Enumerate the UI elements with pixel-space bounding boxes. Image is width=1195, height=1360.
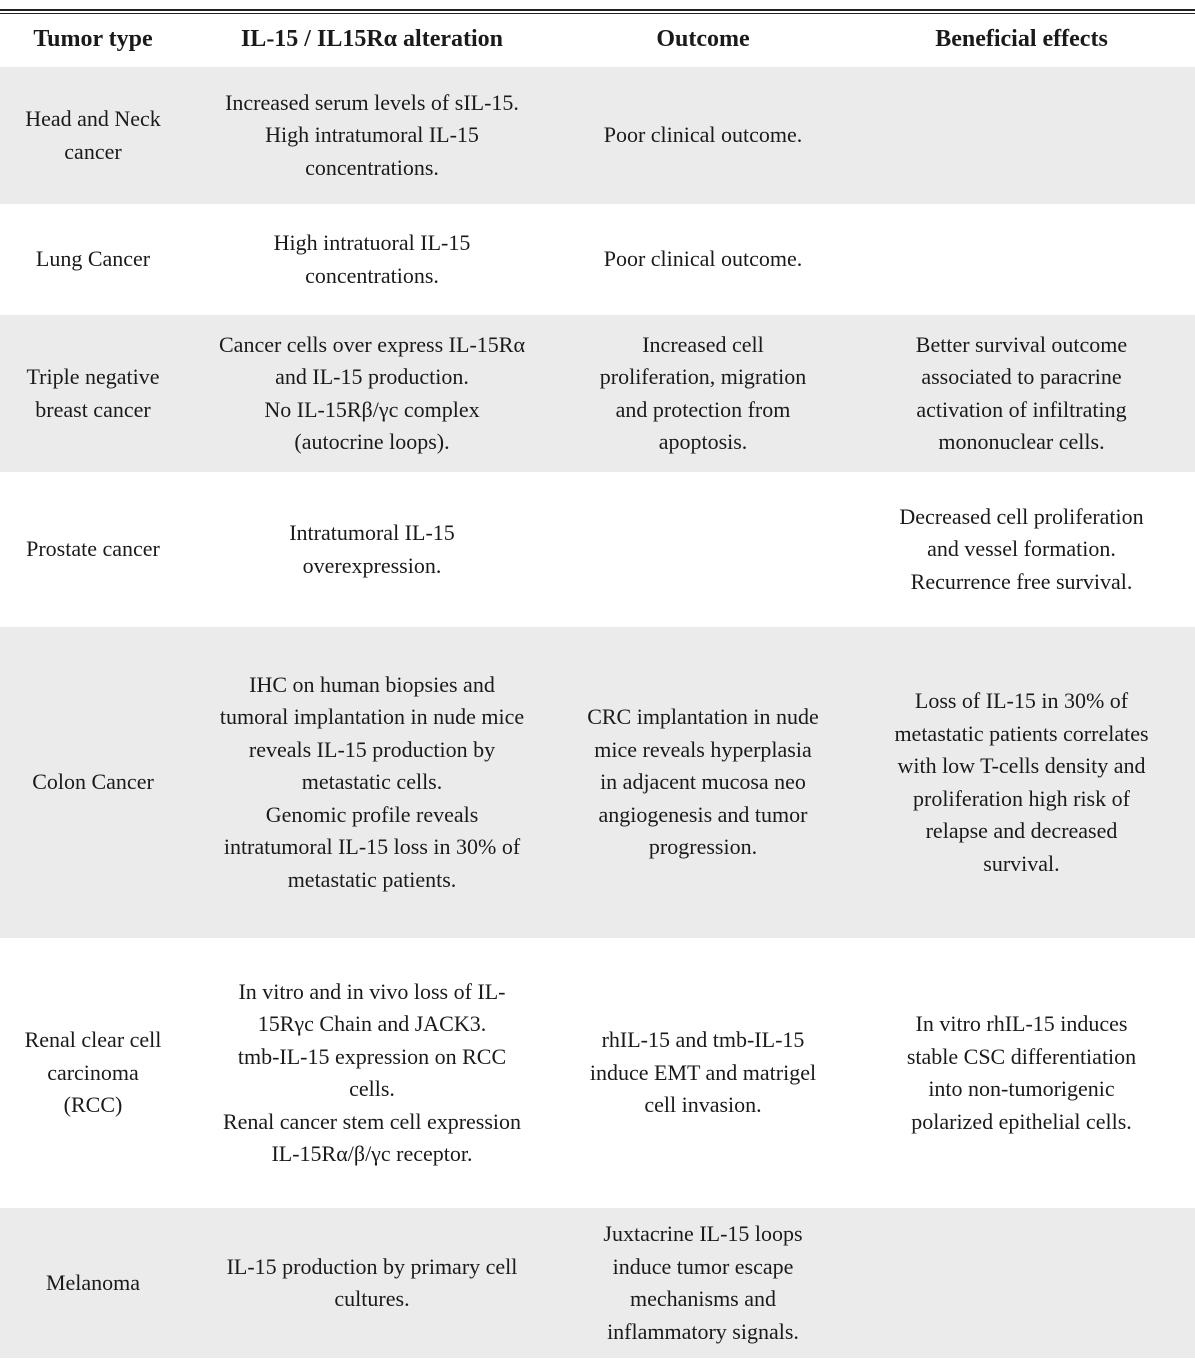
cell-outcome (558, 204, 848, 315)
cell-text-line: metastatic patients. (287, 866, 457, 892)
cell-outcome (558, 938, 848, 1208)
cell-text-line: tumoral implantation in nude mice (219, 704, 525, 730)
cell-text-line: inflammatory signals. (607, 1318, 799, 1344)
cell-tumor-type (0, 472, 186, 627)
top-rule (0, 9, 1195, 11)
table-row (0, 938, 1195, 1208)
cell-text-line: concentrations. (305, 262, 439, 288)
header-alteration: IL-15 / IL15Rα alteration (240, 26, 504, 52)
table-row (0, 315, 1195, 472)
cell-text-line: IL-15Rα/β/γc receptor. (271, 1141, 473, 1166)
cell-text-line: Increased serum levels of sIL-15. (225, 89, 519, 115)
cell-text-line: and vessel formation. (927, 536, 1116, 562)
cell-text-line: mechanisms and (629, 1286, 777, 1311)
cell-text-line: Better survival outcome (915, 331, 1128, 357)
cell-outcome (558, 627, 848, 938)
cell-text-line: Poor clinical outcome. (603, 246, 803, 272)
header-tumor-type: Tumor type (33, 26, 153, 52)
cell-text-line: Poor clinical outcome. (603, 122, 803, 148)
cell-outcome (558, 1208, 848, 1358)
cell-tumor-type (0, 627, 186, 938)
cell-text-line: and IL-15 production. (275, 364, 469, 389)
cell-text-line: Prostate cancer (26, 536, 160, 562)
cell-text-line: Lung Cancer (35, 246, 151, 272)
cell-text-line: overexpression. (302, 552, 442, 578)
cell-text-line: proliferation, migration (599, 364, 807, 389)
cell-text-line: Cancer cells over express IL-15Rα (219, 331, 525, 357)
cell-alteration (186, 67, 558, 204)
cell-beneficial-effects (848, 627, 1195, 938)
cell-text-line: breast cancer (35, 396, 151, 422)
cell-text-line: Head and Neck (25, 106, 161, 131)
cell-text-line: (autocrine loops). (294, 429, 450, 454)
cell-tumor-type (0, 1208, 186, 1358)
cell-text-line: 15Rγc Chain and JACK3. (257, 1011, 487, 1036)
cell-alteration (186, 315, 558, 472)
cell-alteration (186, 204, 558, 315)
cell-tumor-type (0, 67, 186, 204)
cell-outcome (558, 472, 848, 627)
cell-text-line: cell invasion. (644, 1092, 762, 1118)
cell-text-line: mice reveals hyperplasia (594, 736, 812, 762)
cell-text-line: tmb-IL-15 expression on RCC (237, 1043, 507, 1069)
cell-text-line: No IL-15Rβ/γc complex (264, 396, 480, 422)
cell-text-line: progression. (648, 834, 758, 860)
cell-alteration (186, 627, 558, 938)
cell-text-line: cultures. (334, 1286, 410, 1311)
cell-text-line: associated to paracrine (921, 364, 1122, 389)
header-beneficial-effects: Beneficial effects (935, 26, 1108, 52)
cell-text-line: Recurrence free survival. (910, 568, 1133, 594)
cell-text-line: Genomic profile reveals (265, 801, 479, 827)
cell-text-line: polarized epithelial cells. (911, 1108, 1132, 1134)
cell-text-line: angiogenesis and tumor (598, 801, 808, 827)
table-row (0, 472, 1195, 627)
cell-text-line: High intratumoral IL-15 (265, 122, 479, 148)
cell-text-line: carcinoma (47, 1059, 139, 1085)
cell-outcome (558, 67, 848, 204)
cell-beneficial-effects (848, 1208, 1195, 1358)
cell-text-line: and protection from (615, 396, 791, 422)
cell-text-line: rhIL-15 and tmb-IL-15 (601, 1027, 805, 1053)
cell-text-line: Renal cancer stem cell expression (222, 1108, 522, 1134)
table-row (0, 204, 1195, 315)
cell-beneficial-effects (848, 472, 1195, 627)
cell-text-line: induce tumor escape (612, 1253, 794, 1279)
cell-text-line: metastatic patients correlates (894, 720, 1149, 746)
cell-text-line: survival. (983, 850, 1060, 876)
cell-tumor-type (0, 315, 186, 472)
cell-alteration (186, 1208, 558, 1358)
cell-text-line: In vitro and in vivo loss of IL- (238, 978, 506, 1004)
cell-text-line: proliferation high risk of (913, 785, 1130, 811)
cell-text-line: concentrations. (305, 154, 439, 180)
cell-text-line: metastatic cells. (301, 769, 443, 795)
table-row (0, 67, 1195, 204)
cell-text-line: with low T-cells density and (897, 753, 1146, 778)
cell-text-line: Renal clear cell (24, 1027, 162, 1053)
cell-text-line: Melanoma (45, 1269, 141, 1295)
cell-text-line: IL-15 production by primary cell (226, 1253, 518, 1279)
cell-text-line: IHC on human biopsies and (249, 671, 495, 697)
table-row (0, 627, 1195, 938)
cell-text-line: induce EMT and matrigel (589, 1059, 817, 1085)
cell-text-line: (RCC) (63, 1092, 123, 1118)
cell-beneficial-effects (848, 938, 1195, 1208)
cell-text-line: mononuclear cells. (938, 429, 1105, 454)
cell-text-line: Colon Cancer (32, 769, 154, 795)
cell-text-line: intratumoral IL-15 loss in 30% of (223, 834, 521, 860)
cell-text-line: In vitro rhIL-15 induces (915, 1011, 1128, 1036)
header-outcome: Outcome (656, 26, 750, 52)
cell-text-line: Increased cell (642, 331, 764, 357)
cell-text-line: Juxtacrine IL-15 loops (603, 1221, 803, 1246)
cell-beneficial-effects (848, 315, 1195, 472)
cell-text-line: High intratuoral IL-15 (273, 230, 471, 255)
header-row (0, 12, 1195, 67)
cell-text-line: CRC implantation in nude (587, 704, 819, 730)
cell-text-line: in adjacent mucosa neo (600, 769, 806, 795)
cell-tumor-type (0, 204, 186, 315)
cell-alteration (186, 938, 558, 1208)
cell-beneficial-effects (848, 67, 1195, 204)
tumor-table (0, 12, 1195, 1358)
cell-beneficial-effects (848, 204, 1195, 315)
cell-text-line: cells. (349, 1076, 395, 1101)
cell-text-line: Intratumoral IL-15 (289, 520, 455, 545)
cell-text-line: Decreased cell proliferation (899, 503, 1144, 529)
cell-text-line: into non-tumorigenic (928, 1076, 1115, 1101)
cell-text-line: cancer (64, 138, 122, 164)
cell-outcome (558, 315, 848, 472)
cell-text-line: Loss of IL-15 in 30% of (914, 688, 1129, 713)
cell-text-line: apoptosis. (658, 429, 748, 454)
cell-text-line: Triple negative (26, 364, 160, 389)
cell-text-line: reveals IL-15 production by (248, 736, 496, 762)
cell-tumor-type (0, 938, 186, 1208)
cell-text-line: activation of infiltrating (916, 396, 1127, 422)
cell-alteration (186, 472, 558, 627)
cell-text-line: stable CSC differentiation (906, 1043, 1137, 1069)
table-row (0, 1208, 1195, 1358)
cell-text-line: relapse and decreased (925, 818, 1118, 843)
